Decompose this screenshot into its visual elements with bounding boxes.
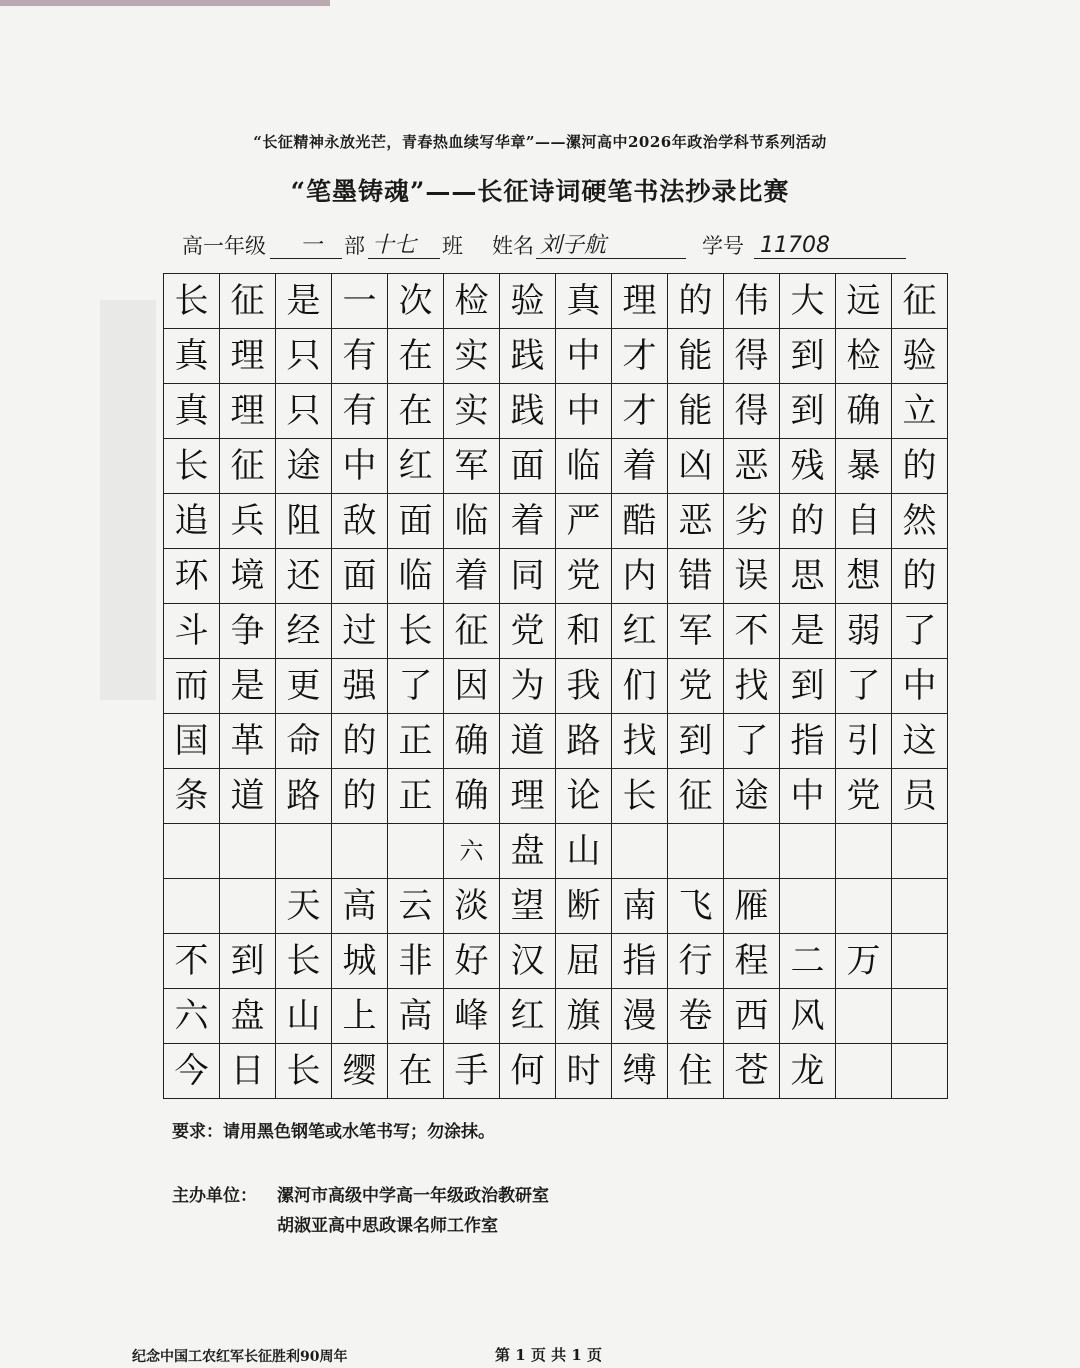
grid-cell: 得	[724, 329, 780, 384]
grid-cell	[724, 824, 780, 879]
grid-cell: 然	[892, 494, 948, 549]
grid-cell: 万	[836, 934, 892, 989]
grid-cell: 日	[220, 1044, 276, 1099]
grid-cell: 途	[276, 439, 332, 494]
grid-cell: 长	[276, 934, 332, 989]
grid-cell: 程	[724, 934, 780, 989]
grid-cell: 途	[724, 769, 780, 824]
grid-cell: 今	[164, 1044, 220, 1099]
grid-cell: 斗	[164, 604, 220, 659]
grid-cell	[836, 879, 892, 934]
grid-cell	[612, 824, 668, 879]
grid-cell	[332, 824, 388, 879]
grid-cell: 真	[164, 384, 220, 439]
grid-cell: 漫	[612, 989, 668, 1044]
grid-cell: 的	[892, 439, 948, 494]
grid-cell: 六	[444, 824, 500, 879]
grid-cell: 残	[780, 439, 836, 494]
grid-cell: 是	[276, 274, 332, 329]
grid-cell: 长	[164, 274, 220, 329]
grid-cell: 这	[892, 714, 948, 769]
grid-cell: 了	[836, 659, 892, 714]
grid-cell: 能	[668, 329, 724, 384]
organizer-line-1: 漯河市高级中学高一年级政治教研室	[277, 1186, 549, 1206]
grid-cell: 中	[332, 439, 388, 494]
grid-cell: 实	[444, 384, 500, 439]
grid-cell: 到	[220, 934, 276, 989]
grid-cell: 才	[612, 384, 668, 439]
student-id: 11708	[760, 233, 830, 258]
grid-cell: 中	[780, 769, 836, 824]
grid-cell: 在	[388, 329, 444, 384]
grid-cell: 盘	[220, 989, 276, 1044]
grid-cell: 得	[724, 384, 780, 439]
grid-cell	[892, 879, 948, 934]
grid-cell: 指	[612, 934, 668, 989]
grade-underline	[270, 258, 342, 259]
grid-cell: 南	[612, 879, 668, 934]
grid-cell: 国	[164, 714, 220, 769]
grid-cell: 红	[612, 604, 668, 659]
top-edge-mark	[0, 0, 330, 6]
grid-cell: 严	[556, 494, 612, 549]
grid-cell: 征	[668, 769, 724, 824]
grid-cell: 命	[276, 714, 332, 769]
grid-cell: 我	[556, 659, 612, 714]
grade-value: 一	[300, 233, 323, 258]
grid-cell: 飞	[668, 879, 724, 934]
grid-cell	[892, 824, 948, 879]
bleed-through-shadow	[100, 300, 156, 700]
grid-cell: 盘	[500, 824, 556, 879]
grid-cell: 望	[500, 879, 556, 934]
name-label: 姓名	[492, 234, 534, 258]
grid-cell: 阻	[276, 494, 332, 549]
grid-cell: 缚	[612, 1044, 668, 1099]
grid-cell: 云	[388, 879, 444, 934]
grid-cell: 时	[556, 1044, 612, 1099]
grid-cell	[220, 879, 276, 934]
grid-cell: 才	[612, 329, 668, 384]
grid-cell: 敌	[332, 494, 388, 549]
grid-cell: 有	[332, 329, 388, 384]
page-title: “笔墨铸魂”——长征诗词硬笔书法抄录比赛	[290, 177, 790, 206]
grid-cell: 卷	[668, 989, 724, 1044]
grid-cell: 正	[388, 714, 444, 769]
grid-cell: 大	[780, 274, 836, 329]
grid-cell: 的	[332, 714, 388, 769]
grid-cell: 临	[388, 549, 444, 604]
grid-cell: 汉	[500, 934, 556, 989]
grid-cell: 面	[388, 494, 444, 549]
grid-cell: 弱	[836, 604, 892, 659]
class-value: 十七	[372, 233, 417, 258]
grid-cell: 验	[892, 329, 948, 384]
grid-cell	[164, 879, 220, 934]
grid-cell: 有	[332, 384, 388, 439]
grid-cell: 中	[556, 329, 612, 384]
grid-cell: 立	[892, 384, 948, 439]
grid-cell: 强	[332, 659, 388, 714]
grid-cell	[836, 1044, 892, 1099]
grid-cell: 红	[388, 439, 444, 494]
grid-cell: 了	[724, 714, 780, 769]
id-underline	[754, 258, 906, 259]
grid-cell: 找	[724, 659, 780, 714]
grid-cell: 面	[332, 549, 388, 604]
grid-cell: 断	[556, 879, 612, 934]
grid-cell: 好	[444, 934, 500, 989]
grid-cell: 的	[332, 769, 388, 824]
grid-cell: 理	[500, 769, 556, 824]
organizer-line-2: 胡淑亚高中思政课名师工作室	[277, 1216, 498, 1236]
grid-cell: 山	[556, 824, 612, 879]
grid-cell: 临	[444, 494, 500, 549]
id-label: 学号	[702, 234, 744, 258]
grid-cell: 屈	[556, 934, 612, 989]
grid-cell: 征	[892, 274, 948, 329]
grid-cell: 过	[332, 604, 388, 659]
footer-page-number: 第 1 页 共 1 页	[495, 1346, 602, 1364]
grid-cell: 伟	[724, 274, 780, 329]
grid-cell: 一	[332, 274, 388, 329]
grid-cell: 中	[556, 384, 612, 439]
grid-cell: 次	[388, 274, 444, 329]
grid-cell: 暴	[836, 439, 892, 494]
dept-label: 部	[344, 234, 365, 258]
grid-cell: 党	[668, 659, 724, 714]
name-underline	[536, 258, 686, 259]
grid-cell: 旗	[556, 989, 612, 1044]
student-info-line	[182, 228, 912, 264]
grid-cell: 征	[444, 604, 500, 659]
grid-cell: 的	[780, 494, 836, 549]
grid-cell: 征	[220, 274, 276, 329]
grid-cell	[220, 824, 276, 879]
grid-cell: 为	[500, 659, 556, 714]
grid-cell: 高	[332, 879, 388, 934]
grid-cell: 凶	[668, 439, 724, 494]
grid-cell: 手	[444, 1044, 500, 1099]
grid-cell: 争	[220, 604, 276, 659]
grid-cell: 道	[500, 714, 556, 769]
grid-cell: 面	[500, 439, 556, 494]
grid-cell	[836, 989, 892, 1044]
grid-cell	[388, 824, 444, 879]
grid-cell: 雁	[724, 879, 780, 934]
grid-cell: 还	[276, 549, 332, 604]
grid-cell: 劣	[724, 494, 780, 549]
grid-cell: 革	[220, 714, 276, 769]
grid-cell	[836, 824, 892, 879]
grid-cell: 行	[668, 934, 724, 989]
grid-cell	[892, 934, 948, 989]
grid-cell: 因	[444, 659, 500, 714]
grid-cell: 路	[276, 769, 332, 824]
class-underline	[368, 258, 440, 259]
grid-cell: 风	[780, 989, 836, 1044]
grid-cell: 误	[724, 549, 780, 604]
grid-cell: 实	[444, 329, 500, 384]
grid-cell	[164, 824, 220, 879]
grid-cell: 淡	[444, 879, 500, 934]
grid-cell: 在	[388, 384, 444, 439]
grid-cell: 检	[836, 329, 892, 384]
grid-cell: 临	[556, 439, 612, 494]
grid-cell: 只	[276, 329, 332, 384]
grid-cell: 追	[164, 494, 220, 549]
grid-cell: 城	[332, 934, 388, 989]
grid-cell: 军	[444, 439, 500, 494]
grid-cell: 到	[780, 659, 836, 714]
grid-cell: 是	[780, 604, 836, 659]
grid-cell: 六	[164, 989, 220, 1044]
grid-cell: 而	[164, 659, 220, 714]
grid-cell: 了	[892, 604, 948, 659]
grid-cell: 路	[556, 714, 612, 769]
grid-cell: 正	[388, 769, 444, 824]
grid-cell: 山	[276, 989, 332, 1044]
grid-cell: 党	[836, 769, 892, 824]
grid-cell: 着	[444, 549, 500, 604]
grid-cell: 二	[780, 934, 836, 989]
grid-cell: 引	[836, 714, 892, 769]
grid-cell: 长	[276, 1044, 332, 1099]
grid-cell: 错	[668, 549, 724, 604]
grid-cell: 更	[276, 659, 332, 714]
grid-cell: 征	[220, 439, 276, 494]
grid-cell: 是	[220, 659, 276, 714]
grid-cell: 条	[164, 769, 220, 824]
grid-cell: 真	[556, 274, 612, 329]
grid-cell: 找	[612, 714, 668, 769]
grid-cell: 自	[836, 494, 892, 549]
grid-cell: 天	[276, 879, 332, 934]
grid-cell: 酷	[612, 494, 668, 549]
grid-cell: 中	[892, 659, 948, 714]
grid-cell: 员	[892, 769, 948, 824]
grid-cell: 不	[164, 934, 220, 989]
organizer-label: 主办单位：	[172, 1186, 257, 1206]
student-name: 刘子航	[540, 233, 607, 258]
grid-cell: 长	[164, 439, 220, 494]
grid-cell	[892, 989, 948, 1044]
grid-cell: 同	[500, 549, 556, 604]
grid-cell: 环	[164, 549, 220, 604]
grid-cell: 了	[388, 659, 444, 714]
grid-cell: 高	[388, 989, 444, 1044]
grid-cell: 远	[836, 274, 892, 329]
grid-cell: 住	[668, 1044, 724, 1099]
grid-cell: 在	[388, 1044, 444, 1099]
grid-cell: 不	[724, 604, 780, 659]
grid-cell	[780, 879, 836, 934]
grid-cell: 军	[668, 604, 724, 659]
grid-cell: 苍	[724, 1044, 780, 1099]
grid-cell: 理	[220, 329, 276, 384]
grid-cell	[780, 824, 836, 879]
grid-cell: 内	[612, 549, 668, 604]
grid-cell: 践	[500, 384, 556, 439]
grid-cell	[276, 824, 332, 879]
grid-cell	[668, 824, 724, 879]
grid-cell: 指	[780, 714, 836, 769]
grid-cell: 想	[836, 549, 892, 604]
grid-cell: 长	[388, 604, 444, 659]
grid-cell: 峰	[444, 989, 500, 1044]
grade-label: 高一年级	[182, 234, 266, 258]
grid-cell: 理	[612, 274, 668, 329]
grid-cell: 党	[500, 604, 556, 659]
grid-cell: 道	[220, 769, 276, 824]
grid-cell: 只	[276, 384, 332, 439]
requirement-note: 要求：请用黑色钢笔或水笔书写；勿涂抹。	[172, 1122, 495, 1142]
writing-grid	[163, 273, 948, 1099]
grid-cell: 的	[668, 274, 724, 329]
grid-cell: 到	[780, 329, 836, 384]
grid-cell: 境	[220, 549, 276, 604]
grid-cell: 践	[500, 329, 556, 384]
grid-cell	[892, 1044, 948, 1099]
grid-cell: 的	[892, 549, 948, 604]
grid-cell: 确	[836, 384, 892, 439]
grid-cell: 红	[500, 989, 556, 1044]
grid-cell: 着	[612, 439, 668, 494]
grid-cell: 和	[556, 604, 612, 659]
grid-cell: 缨	[332, 1044, 388, 1099]
grid-cell: 到	[780, 384, 836, 439]
grid-cell: 何	[500, 1044, 556, 1099]
grid-cell: 确	[444, 769, 500, 824]
class-label: 班	[442, 234, 463, 258]
grid-cell: 验	[500, 274, 556, 329]
grid-cell: 确	[444, 714, 500, 769]
grid-cell: 长	[612, 769, 668, 824]
grid-cell: 上	[332, 989, 388, 1044]
grid-cell: 思	[780, 549, 836, 604]
grid-cell: 非	[388, 934, 444, 989]
grid-cell: 西	[724, 989, 780, 1044]
grid-cell: 龙	[780, 1044, 836, 1099]
grid-cell: 党	[556, 549, 612, 604]
grid-cell: 恶	[668, 494, 724, 549]
grid-cell: 真	[164, 329, 220, 384]
grid-cell: 经	[276, 604, 332, 659]
grid-cell: 能	[668, 384, 724, 439]
grid-cell: 检	[444, 274, 500, 329]
grid-cell: 兵	[220, 494, 276, 549]
event-subtitle: “长征精神永放光芒，青春热血续写华章”——漯河高中2026年政治学科节系列活动	[253, 133, 827, 151]
grid-cell: 恶	[724, 439, 780, 494]
grid-cell: 着	[500, 494, 556, 549]
grid-cell: 理	[220, 384, 276, 439]
grid-cell: 们	[612, 659, 668, 714]
footer-commemoration: 纪念中国工农红军长征胜利90周年	[132, 1349, 348, 1365]
grid-cell: 论	[556, 769, 612, 824]
grid-cell: 到	[668, 714, 724, 769]
